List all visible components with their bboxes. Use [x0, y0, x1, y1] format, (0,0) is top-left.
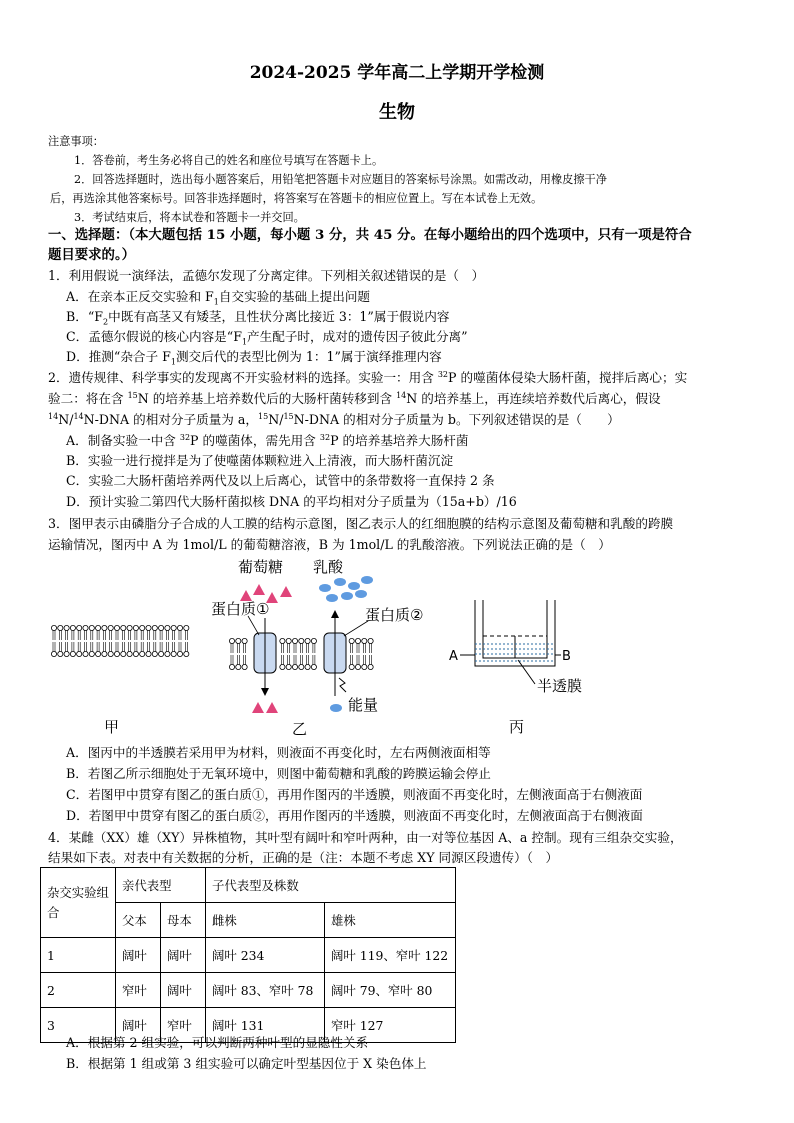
solution-b-label: B	[562, 649, 571, 664]
table-cell: 阔叶	[116, 938, 161, 973]
note-1: 1．答卷前，考生务必将自己的姓名和座位号填写在答题卡上。	[74, 154, 384, 167]
table-header-row	[41, 868, 456, 903]
q4-stem-line2: 结果如下表。对表中有关数据的分析，正确的是（注：本题不考虑 XY 同源区段遗传）（ ）	[48, 850, 559, 865]
lactate-mark	[361, 576, 373, 584]
section1-line2: 题目要求的。）	[48, 247, 136, 263]
subject-title: 生物	[379, 102, 415, 123]
glucose-mark	[280, 586, 292, 597]
glucose-mark	[266, 702, 278, 713]
q3-option-d: D．若图甲中贯穿有图乙的蛋白质②，再用作图丙的半透膜，则液面不再变化时，左侧液面高于右侧液面	[66, 808, 643, 823]
u-tube-bing	[460, 600, 561, 684]
header-offspring: 子代表型及株数	[206, 868, 456, 903]
q3-option-c: C．若图甲中贯穿有图乙的蛋白质①，再用作图丙的半透膜，则液面不再变化时，左侧液面高于右侧液面	[66, 787, 643, 802]
lactate-mark	[326, 594, 338, 602]
panel-jia-label: 甲	[104, 718, 120, 736]
table-cell: 1	[41, 938, 116, 973]
note-2b: 后，再选涂其他答案标号。回答非选择题时，将答案写在答题卡的相应位置上。写在本试卷上无效。	[50, 192, 543, 205]
exam-title: 2024-2025 学年高二上学期开学检测	[249, 63, 545, 83]
table-cell: 阔叶 234	[206, 938, 325, 973]
q1-stem: 1．利用假说一演绎法，孟德尔发现了分离定律。下列相关叙述错误的是（ ）	[48, 268, 485, 283]
lactate-mark	[341, 592, 353, 600]
table-row	[41, 973, 456, 1008]
q3-stem-line1: 3．图甲表示由磷脂分子合成的人工膜的结构示意图，图乙表示人的红细胞膜的结构示意图及葡萄糖和乳酸的跨膜	[48, 516, 674, 531]
q2-option-c: C．实验二大肠杆菌培养两代及以上后离心，试管中的条带数将一直保持 2 条	[66, 473, 495, 488]
header-male: 雄株	[325, 903, 456, 938]
semipermeable-membrane-label: 半透膜	[537, 677, 583, 695]
energy-label: 能量	[348, 696, 379, 714]
table-cell: 阔叶 131	[206, 1008, 325, 1043]
table-cell: 3	[41, 1008, 116, 1043]
note-3: 3．考试结束后，将本试卷和答题卡一并交回。	[74, 211, 305, 224]
table-cell: 阔叶 83、窄叶 78	[206, 973, 325, 1008]
header-female: 雌株	[206, 903, 325, 938]
q2-option-a: A．制备实验一中含 $^{32}$P 的噬菌体，需先用含 $^{32}$P 的培养基培养大肠杆菌	[66, 432, 469, 448]
header-mother: 母本	[161, 903, 206, 938]
q2-option-b: B．实验一进行搅拌是为了使噬菌体颗粒进入上清液，而大肠杆菌沉淀	[66, 453, 454, 468]
lactate-mark	[334, 578, 346, 586]
note-2a: 2．回答选择题时，选出每小题答案后，用铅笔把答题卡对应题目的答案标号涂黑。如需改动，用橡皮擦干净	[74, 173, 607, 186]
q2-option-d: D．预计实验二第四代大肠杆菌拟核 DNA 的平均相对分子质量为（15a+b）/16	[66, 494, 517, 509]
table-cell: 阔叶	[161, 938, 206, 973]
panel-bing-label: 丙	[509, 718, 525, 736]
table-cell: 阔叶	[161, 973, 206, 1008]
header-father: 父本	[116, 903, 161, 938]
rbc-membrane-yi	[229, 638, 373, 669]
table-cell: 窄叶	[161, 1008, 206, 1043]
q4-option-b: B．根据第 1 组或第 3 组实验可以确定叶型基因位于 X 染色体上	[66, 1056, 427, 1071]
table-cell: 阔叶 79、窄叶 80	[325, 973, 456, 1008]
section1-line1: 一、选择题：（本大题包括 15 小题，每小题 3 分，共 45 分。在每小题给出的四个选项中，只有一项是符合	[48, 227, 692, 243]
q4-option-a: A．根据第 2 组实验，可以判断两种叶型的显隐性关系	[66, 1035, 369, 1050]
table-cell: 窄叶 127	[325, 1008, 456, 1043]
glucose-mark	[253, 584, 265, 595]
q2-stem-line1: 2．遗传规律、科学事实的发现离不开实验材料的选择。实验一：用含 $^{32}$P 的噬菌体侵染大肠杆菌，搅拌后离心；实	[48, 369, 688, 385]
q1-option-c: C．孟德尔假说的核心内容是“$F_1$产生配子时，成对的遗传因子彼此分离”	[66, 329, 468, 347]
lactate-mark	[348, 582, 360, 590]
q3-stem-line2: 运输情况，图丙中 A 为 1mol/L 的葡萄糖溶液，B 为 1mol/L 的乳酸溶液。下列说法正确的是（ ）	[48, 537, 611, 552]
cross-results-table	[40, 867, 456, 1043]
table-cell: 阔叶 119、窄叶 122	[325, 938, 456, 973]
header-parent: 亲代表型	[116, 868, 206, 903]
table-cell: 窄叶	[116, 973, 161, 1008]
lactate-mark	[319, 584, 331, 592]
solution-a-label: A	[449, 649, 458, 664]
membrane-figure	[40, 556, 640, 741]
protein-2-label: 蛋白质②	[365, 606, 424, 624]
table-cell: 2	[41, 973, 116, 1008]
protein-1-label: 蛋白质①	[211, 600, 270, 618]
q2-stem-line2: 验二：将在含 $^{15}$N 的培养基上培养数代后的大肠杆菌转移到含 $^{14}$N 的培养基上，再连续培养数代后离心，假设	[48, 390, 661, 406]
table-row	[41, 938, 456, 973]
artificial-membrane-jia	[51, 625, 189, 656]
table-cell: 阔叶	[116, 1008, 161, 1043]
panel-yi-label: 乙	[292, 720, 308, 738]
q1-option-b: B．“$F_2$中既有高茎又有矮茎，且性状分离比接近 3：1”属于假说内容	[66, 309, 450, 327]
glucose-label: 葡萄糖	[238, 558, 284, 576]
q4-stem-line1: 4．某雌（XX）雄（XY）异株植物，其叶型有阔叶和窄叶两种，由一对等位基因 A、a 控制。现有三组杂交实验，	[48, 830, 683, 845]
glucose-mark	[252, 702, 264, 713]
lactate-mark	[355, 590, 367, 598]
q1-option-a: A．在亲本正反交实验和 $F_1$自交实验的基础上提出问题	[66, 289, 370, 307]
q2-stem-line3: $^{14}$N/$^{14}$N-DNA 的相对分子质量为 a，$^{15}$N/$^{15}$N-DNA 的相对分子质量为 b。下列叙述错误的是（ ）	[48, 411, 620, 427]
q3-option-b: B．若图乙所示细胞处于无氧环境中，则图中葡萄糖和乳酸的跨膜运输会停止	[66, 766, 491, 781]
lactate-mark	[330, 704, 342, 712]
header-group: 杂交实验组合	[41, 868, 116, 938]
q1-option-d: D．推测“杂合子 $F_1$测交后代的表型比例为 1：1”属于演绎推理内容	[66, 349, 442, 367]
q3-option-a: A．图丙中的半透膜若采用甲为材料，则液面不再变化时，左右两侧液面相等	[66, 745, 491, 760]
lactate-label: 乳酸	[313, 558, 344, 576]
notes-heading: 注意事项：	[48, 135, 104, 148]
